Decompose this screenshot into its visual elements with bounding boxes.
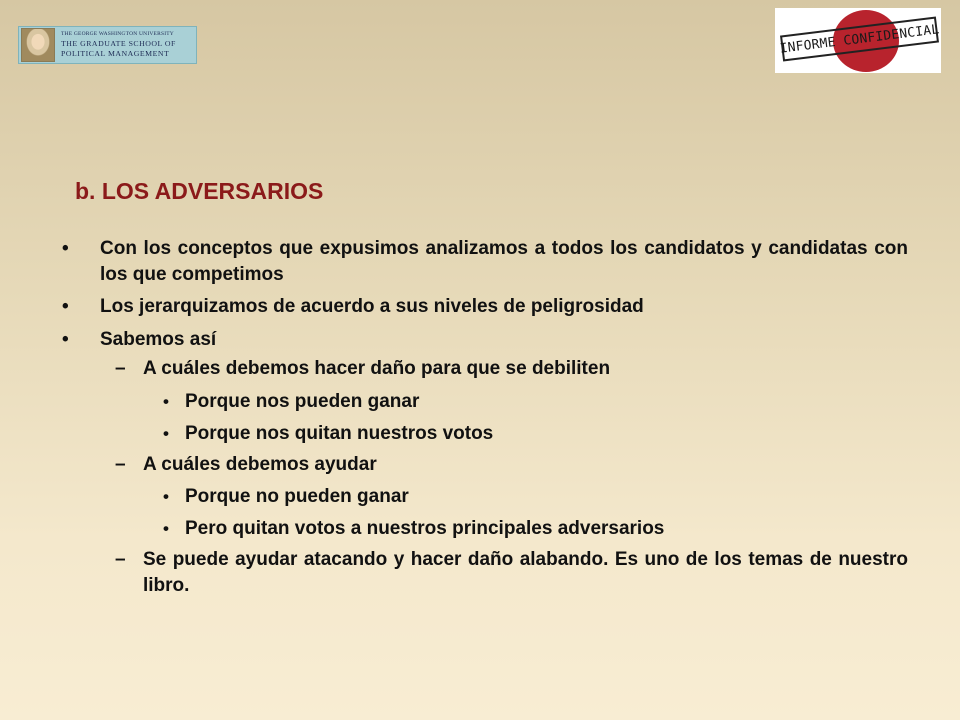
bullet-text: Porque no pueden ganar (185, 486, 409, 507)
dash-marker: – (115, 549, 126, 570)
bullet-marker: • (163, 424, 169, 443)
bullet-marker: • (62, 296, 69, 317)
bullet-text: Se puede ayudar atacando y hacer daño alabando. Es uno de los temas de nuestro libro. (143, 549, 908, 596)
sub-sub-bullet-item (163, 516, 665, 542)
gwu-logo-text (61, 32, 176, 58)
bullet-item (62, 294, 644, 320)
bullet-text: Con los conceptos que expusimos analizamos a todos los candidatos y candidatas con los que competimos (100, 238, 908, 285)
bullet-item (62, 236, 908, 288)
informe-confidencial-logo (775, 8, 941, 73)
gwu-logo-line1: THE GEORGE WASHINGTON UNIVERSITY (61, 30, 174, 37)
bullet-text: A cuáles debemos ayudar (143, 454, 377, 475)
washington-portrait-icon (21, 28, 55, 62)
gwu-logo-line3: POLITICAL MANAGEMENT (61, 49, 170, 59)
bullet-text: A cuáles debemos hacer daño para que se debiliten (143, 358, 611, 379)
gwu-logo (18, 26, 197, 64)
sub-bullet-item (115, 452, 377, 478)
dash-marker: – (115, 358, 126, 379)
sub-sub-bullet-item (163, 421, 494, 447)
bullet-item (62, 327, 217, 353)
bullet-marker: • (62, 329, 69, 350)
informe-confidencial-text: INFORME CONFIDENCIAL (780, 17, 939, 62)
bullet-text: Porque nos pueden ganar (185, 391, 420, 412)
bullet-text: Los jerarquizamos de acuerdo a sus niveles de peligrosidad (100, 296, 644, 317)
dash-marker: – (115, 454, 126, 475)
sub-sub-bullet-item (163, 389, 420, 415)
bullet-text: Sabemos así (100, 329, 217, 350)
sub-bullet-item (115, 547, 908, 599)
slide-title: b. LOS ADVERSARIOS (75, 178, 324, 204)
bullet-text: Pero quitan votos a nuestros principales adversarios (185, 518, 665, 539)
bullet-marker: • (163, 519, 169, 538)
bullet-marker: • (163, 392, 169, 411)
sub-bullet-item (115, 356, 611, 382)
gwu-logo-line2: THE GRADUATE SCHOOL OF (61, 39, 176, 49)
sub-sub-bullet-item (163, 484, 409, 510)
bullet-marker: • (62, 238, 69, 259)
bullet-text: Porque nos quitan nuestros votos (185, 423, 494, 444)
bullet-marker: • (163, 487, 169, 506)
